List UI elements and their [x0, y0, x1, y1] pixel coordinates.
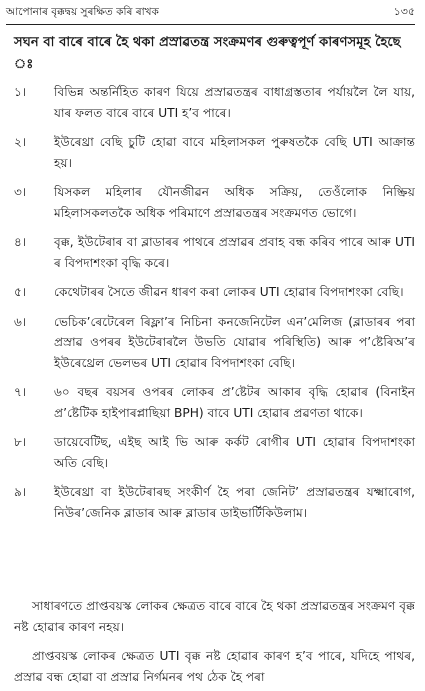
body-paragraph: প্ৰাপ্তবয়স্ক লোকৰ ক্ষেত্ৰত UTI বৃক্ক নষ্ট হোৱাৰ কাৰণ হ’ব পাৰে, যদিহে পাথৰ, প্ৰস্ৰাৱ বন্ধ হোৱা বা প্ৰস্ৰাৱ নিৰ্গমনৰ পথ ঠেক হৈ পৰা	[14, 649, 415, 684]
item-text: কেথেটাৰৰ সৈতে জীৱন ধাৰণ কৰা লোকৰ UTI হোৱাৰ বিপদাশংকা বেছি।	[54, 285, 404, 299]
list-item	[14, 132, 415, 173]
list-item	[14, 82, 415, 123]
item-text: ডায়েবেটিছ, এইছ আই ভি আৰু কৰ্কট ৰোগীৰ UTI হোৱাৰ বিপদাশংকা অতি বেছি।	[54, 435, 415, 470]
section-heading: সঘন বা বাৰে বাৰে হৈ থকা প্ৰস্ৰাৱতন্ত্ৰ সংক্ৰমণৰ গুৰুত্বপূৰ্ণ কাৰণসমূহ হৈছে ঃ	[14, 35, 401, 72]
item-number: ৬।	[14, 314, 27, 329]
item-number: ৭।	[14, 385, 27, 399]
list-item	[14, 182, 415, 223]
list-item	[14, 232, 415, 273]
running-header	[6, 4, 415, 25]
page-number: ১৩৫	[393, 5, 415, 18]
item-number: ৮।	[14, 435, 27, 449]
list-item	[14, 312, 415, 374]
item-number: ৩।	[14, 185, 27, 199]
list-item	[14, 432, 415, 473]
item-number: ৪।	[14, 235, 27, 249]
item-text: বৃক্ক, ইউটেৰাৰ বা ব্লাডাৰৰ পাথৰে প্ৰস্ৰাৱৰ প্ৰবাহ বন্ধ কৰিব পাৰে আৰু UTI ৰ বিপদাশংকা বৃদ্ধি কৰে।	[54, 235, 415, 270]
causes-list	[14, 82, 415, 532]
item-number: ৯।	[14, 485, 27, 499]
item-number: ১।	[14, 85, 27, 99]
list-item	[14, 282, 415, 303]
item-number: ৫।	[14, 285, 27, 299]
list-item	[14, 482, 415, 523]
item-text: ইউৰেথ্ৰা বা ইউটেৰাৰছ সংকীৰ্ণ হৈ পৰা জেনিট’ প্ৰস্ৰাৱতন্ত্ৰৰ যক্ষ্মাৰোগ, নিউৰ’জেনিক ব্লাডাৰ আৰু ব্লাডাৰ ডাইভাৰ্টিকিউলাম।	[54, 485, 415, 520]
item-number: ২।	[14, 135, 27, 149]
item-text: ৬০ বছৰ বয়সৰ ওপৰৰ লোকৰ প্ৰ’ষ্টেটৰ আকাৰ বৃদ্ধি হোৱাৰ (বিনাইন প্ৰ’ষ্টেটিক হাইপাৰপ্লাছিয়া BPH) বাবে UTI হোৱাৰ প্ৰৱণতা থাকে।	[54, 385, 415, 420]
body-paragraph: সাধাৰণতে প্ৰাপ্তবয়স্ক লোকৰ ক্ষেত্ৰত বাৰে বাৰে হৈ থকা প্ৰস্ৰাৱতন্ত্ৰৰ সংক্ৰমণ বৃক্ক নষ্ট হোৱাৰ কাৰণ নহয়।	[14, 599, 415, 634]
item-text: ইউৰেথ্ৰা বেছি চুটি হোৱা বাবে মহিলাসকল পুৰুষতকৈ বেছি UTI আক্ৰান্ত হয়।	[54, 135, 415, 170]
list-item	[14, 382, 415, 423]
item-text: বিভিন্ন অন্তৰ্নিহিত কাৰণ যিয়ে প্ৰস্ৰাৱতন্ত্ৰৰ বাধাগ্ৰস্ততাৰ পৰ্যায়লৈ লৈ যায়, যাৰ ফলত বাৰে বাৰে UTI হ’ব পাৰে।	[54, 85, 415, 120]
item-text: যিসকল মহিলাৰ যৌনজীৱন অধিক সক্ৰিয়, তেওঁলোক নিষ্ক্ৰিয় মহিলাসকলতকৈ অধিক পৰিমাণে প্ৰস্ৰাৱতন্ত্ৰৰ সংক্ৰমণত ভোগে।	[54, 185, 415, 220]
header-title: আপোনাৰ বৃক্কদ্বয় সুৰক্ষিত কৰি ৰাখক	[6, 6, 159, 18]
item-text: ভেচিক’ৰেটেৰেল ৰিফ্লা’ৰ নিচিনা কনজেনিটেল এন’মেলিজ (ব্লাডাৰৰ পৰা প্ৰস্ৰাৱ ওপৰৰ ইউটেৰাৰলৈ উভতি যোৱাৰ পৰিস্থিতি) আৰু প’ষ্টেৰিঅ’ৰ ইউৰেথ্ৰেল ভেলভৰ UTI হোৱাৰ বিপদাশংকা বেছি।	[54, 314, 415, 370]
